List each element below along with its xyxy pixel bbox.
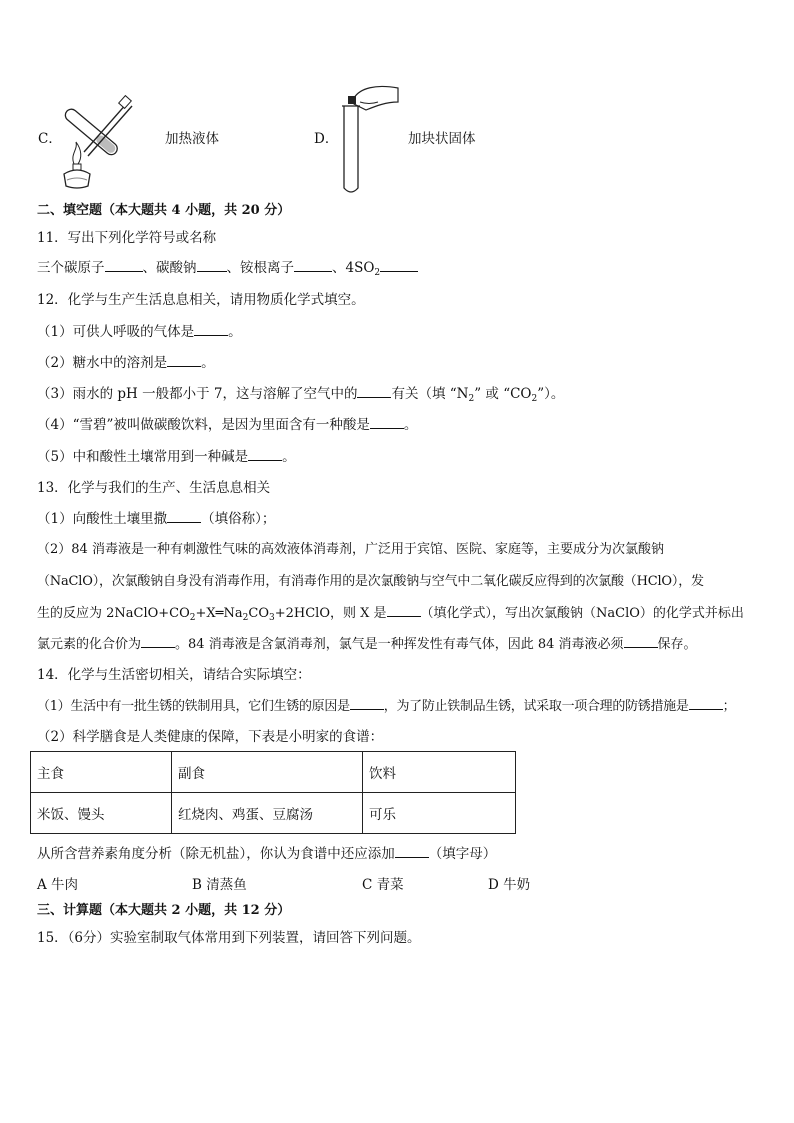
q13-title: 13．化学与我们的生产、生活息息相关: [37, 480, 271, 496]
table-row: [31, 752, 516, 793]
recipe-table: [30, 751, 516, 834]
table-cell: 米饭、馒头: [31, 793, 172, 834]
add-block-solid-figure: [336, 80, 402, 196]
answer-blank[interactable]: [350, 697, 384, 710]
choice-a[interactable]: A 牛肉: [37, 877, 79, 893]
option-c-text: 加热液体: [165, 131, 219, 147]
subscript: 2: [374, 268, 381, 278]
subscript: 2: [189, 613, 196, 623]
q14-analysis-end: （填字母）: [428, 846, 497, 862]
q12-s3-text-3: ” 或 “CO: [474, 386, 532, 402]
answer-blank[interactable]: [624, 635, 658, 648]
answer-blank[interactable]: [370, 416, 404, 429]
q13-sub-2-line-1: （2）84 消毒液是一种有刺激性气味的高效液体消毒剂，广泛用于宾馆、医院、家庭等，主要成分为次氯酸钠: [37, 542, 664, 557]
answer-blank[interactable]: [105, 259, 143, 272]
answer-blank[interactable]: [395, 845, 429, 858]
table-header-cell: 副食: [172, 752, 363, 793]
q13-sub-2-line-2: （NaClO），次氯酸钠自身没有消毒作用，有消毒作用的是次氯酸钠与空气中二氧化碳反应得到的次氯酸（HClO），发: [37, 574, 704, 589]
q13-eq-3: CO: [248, 606, 269, 621]
q13-s1-end: （填俗称）；: [201, 511, 276, 527]
q13-eq-4: +2HClO，则 X 是: [274, 606, 387, 621]
q13-l5-text: 氯元素的化合价为: [37, 637, 142, 652]
choice-c[interactable]: C 青菜: [362, 877, 404, 893]
q12-sub-3: [37, 385, 564, 403]
q11-item-4: 、4SO: [332, 260, 375, 276]
q12-s4-text: （4）“雪碧”被叫做碳酸饮料，是因为里面含有一种酸是: [37, 417, 370, 433]
q12-sub-5: [37, 448, 296, 466]
q12-s5-text: （5）中和酸性土壤常用到一种碱是: [37, 449, 249, 465]
answer-blank[interactable]: [167, 510, 201, 523]
answer-blank[interactable]: [194, 323, 228, 336]
q13-eq-2: +X═Na: [195, 606, 243, 621]
q12-s3-end: ”）。: [537, 386, 565, 402]
section-2-heading: 二、填空题（本大题共 4 小题，共 20 分）: [37, 203, 291, 218]
q13-eq-1: 生的反应为 2NaClO+CO: [37, 606, 190, 621]
answer-blank[interactable]: [689, 697, 723, 710]
q14-analysis-text: 从所含营养素角度分析（除无机盐），你认为食谱中还应添加: [37, 846, 395, 862]
choice-b[interactable]: B 清蒸鱼: [192, 877, 247, 893]
table-row: [31, 793, 516, 834]
q12-s3-text: （3）雨水的 pH 一般都小于 7，这与溶解了空气中的: [37, 386, 358, 402]
option-d-letter: D．: [314, 131, 339, 147]
option-c-letter: C．: [38, 131, 62, 147]
subscript: 2: [531, 394, 538, 404]
table-header-cell: 主食: [31, 752, 172, 793]
q12-s3-text-2: 有关（填 “N: [391, 386, 469, 402]
subscript: 2: [242, 613, 249, 623]
table-cell: 红烧肉、鸡蛋、豆腐汤: [172, 793, 363, 834]
answer-blank[interactable]: [294, 259, 332, 272]
q12-s1-end: 。: [228, 324, 242, 340]
section-3-heading: 三、计算题（本大题共 2 小题，共 12 分）: [37, 903, 291, 918]
q11-item-3: 、铵根离子: [226, 260, 294, 276]
q14-sub-2: （2）科学膳食是人类健康的保障，下表是小明家的食谱：: [37, 729, 384, 745]
q13-sub-2-line-3: [37, 604, 744, 623]
subscript: 3: [268, 613, 275, 623]
table-header-cell: 饮料: [363, 752, 516, 793]
q13-sub-1: [37, 510, 275, 528]
q12-s5-end: 。: [282, 449, 296, 465]
q14-analysis: [37, 845, 496, 863]
q14-s1-end: ；: [722, 699, 736, 714]
q11-item-2: 、碳酸钠: [142, 260, 197, 276]
answer-blank[interactable]: [197, 259, 227, 272]
q12-s2-end: 。: [201, 355, 215, 371]
table-cell: 可乐: [363, 793, 516, 834]
answer-blank[interactable]: [357, 385, 391, 398]
answer-blank[interactable]: [248, 448, 282, 461]
q13-l5-text-2: 。84 消毒液是含氯消毒剂，氯气是一种挥发性有毒气体，因此 84 消毒液必须: [175, 637, 624, 652]
answer-blank[interactable]: [387, 604, 421, 617]
answer-blank[interactable]: [141, 635, 175, 648]
q14-s1-text-2: ，为了防止铁制品生锈，试采取一项合理的防锈措施是: [383, 699, 689, 714]
q12-s1-text: （1）可供人呼吸的气体是: [37, 324, 195, 340]
q13-s1-text: （1）向酸性土壤里撒: [37, 511, 168, 527]
answer-blank[interactable]: [380, 259, 418, 272]
answer-blank[interactable]: [167, 354, 201, 367]
q14-sub-1: [37, 697, 735, 716]
q12-s4-end: 。: [403, 417, 418, 433]
q14-title: 14．化学与生活密切相关，请结合实际填空：: [37, 667, 311, 683]
q14-s1-text: （1）生活中有一批生锈的铁制用具，它们生锈的原因是: [37, 699, 350, 714]
choice-d[interactable]: D 牛奶: [488, 877, 531, 893]
q15-title: 15．（6分）实验室制取气体常用到下列装置，请回答下列问题。: [37, 930, 421, 946]
q11-items: [37, 259, 418, 277]
q12-s2-text: （2）糖水中的溶剂是: [37, 355, 168, 371]
q12-sub-4: [37, 416, 417, 434]
q13-l5-end: 保存。: [657, 637, 697, 652]
q12-sub-2: [37, 354, 215, 372]
subscript: 2: [468, 394, 475, 404]
q13-eq-5: （填化学式），写出次氯酸钠（NaClO）的化学式并标出: [420, 606, 744, 621]
q12-title: 12．化学与生产生活息息相关，请用物质化学式填空。: [37, 292, 365, 308]
q11-item-1: 三个碳原子: [37, 260, 105, 276]
option-d-text: 加块状固体: [408, 131, 476, 147]
q11-title: 11．写出下列化学符号或名称: [37, 230, 217, 246]
q13-sub-2-line-4: [37, 635, 697, 654]
q12-sub-1: [37, 323, 242, 341]
heating-liquid-figure: [60, 94, 140, 192]
